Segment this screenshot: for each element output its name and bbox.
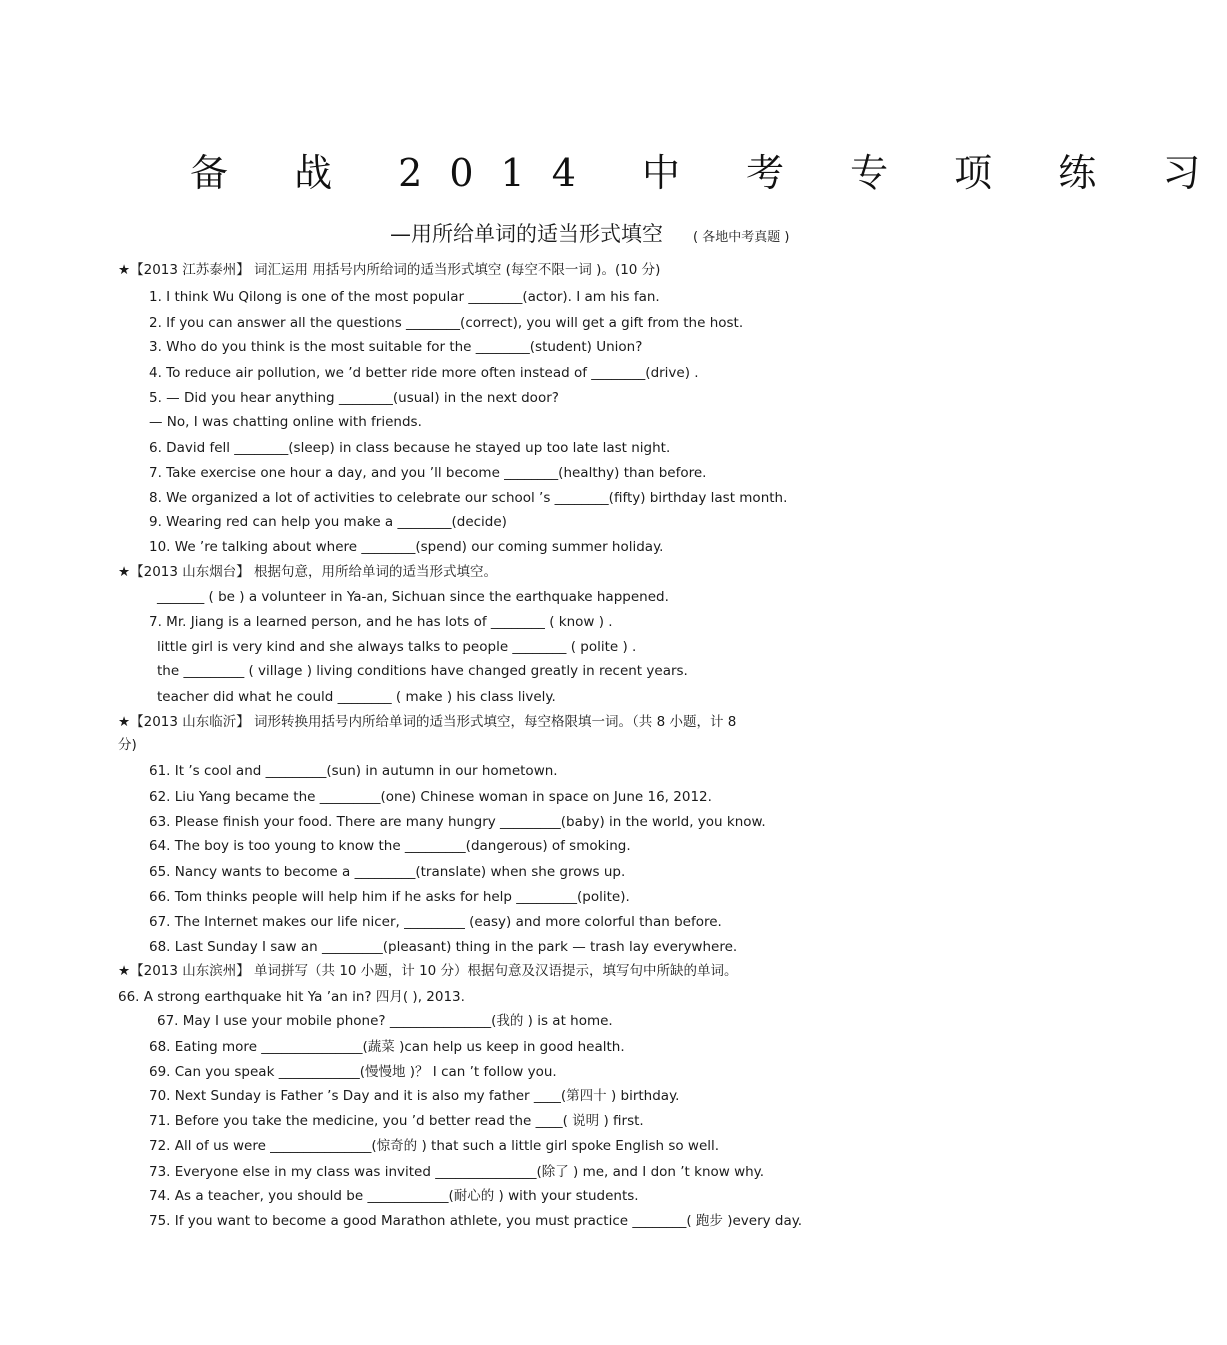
question-line: 68. Last Sunday I saw an _________(pleasant) thing in the park — trash lay everywhere.: [149, 939, 738, 955]
question-line: 67. The Internet makes our life nicer, _________ (easy) and more colorful than before.: [149, 914, 722, 930]
question-line: 69. Can you speak ____________(慢慢地 )？ I can ’t follow you.: [149, 1064, 557, 1080]
question-line: 70. Next Sunday is Father ’s Day and it is also my father ____(第四十 ) birthday.: [149, 1088, 680, 1104]
subtitle-note: ( 各地中考真题 ): [693, 230, 790, 245]
question-line: 1. I think Wu Qilong is one of the most popular ________(actor). I am his fan.: [149, 289, 660, 305]
page-subtitle: [390, 218, 789, 248]
question-line: 7. Mr. Jiang is a learned person, and he has lots of ________ ( know ) .: [149, 614, 613, 630]
question-line: — No, I was chatting online with friends.: [149, 414, 422, 430]
question-line: 73. Everyone else in my class was invited _______________(除了 ) me, and I don ’t know why.: [149, 1164, 765, 1180]
section-header: ★【2013 山东烟台】 根据句意，用所给单词的适当形式填空。: [118, 564, 498, 580]
section-header: ★【2013 山东临沂】 词形转换用括号内所给单词的适当形式填空，每空格限填一词。（共 8 小题，计 8: [118, 714, 737, 730]
question-line: 71. Before you take the medicine, you ’d better read the ____( 说明 ) first.: [149, 1113, 644, 1129]
question-line: _______ ( be ) a volunteer in Ya-an, Sichuan since the earthquake happened.: [157, 589, 669, 605]
section-header-cont: 分): [118, 737, 137, 753]
question-line: 10. We ’re talking about where ________(spend) our coming summer holiday.: [149, 539, 664, 555]
question-line: 66. A strong earthquake hit Ya ’an in? 四月( ), 2013.: [118, 989, 465, 1005]
question-line: 61. It ’s cool and _________(sun) in autumn in our hometown.: [149, 763, 558, 779]
question-line: little girl is very kind and she always talks to people ________ ( polite ) .: [157, 639, 637, 655]
question-line: the _________ ( village ) living conditions have changed greatly in recent years.: [157, 663, 688, 679]
question-line: 3. Who do you think is the most suitable for the ________(student) Union?: [149, 339, 643, 355]
question-line: 6. David fell ________(sleep) in class because he stayed up too late last night.: [149, 440, 671, 456]
question-line: 68. Eating more _______________(蔬菜 )can help us keep in good health.: [149, 1039, 625, 1055]
section-header: ★【2013 山东滨州】 单词拼写（共 10 小题，计 10 分）根据句意及汉语提示，填写句中所缺的单词。: [118, 963, 738, 979]
question-line: 7. Take exercise one hour a day, and you ’ll become ________(healthy) than before.: [149, 465, 707, 481]
question-line: 66. Tom thinks people will help him if he asks for help _________(polite).: [149, 889, 630, 905]
question-line: 62. Liu Yang became the _________(one) Chinese woman in space on June 16, 2012.: [149, 789, 712, 805]
question-line: 67. May I use your mobile phone? _______________(我的 ) is at home.: [157, 1013, 613, 1029]
section-header: ★【2013 江苏泰州】 词汇运用 用括号内所给词的适当形式填空 (每空不限一词 )。(10 分): [118, 262, 661, 278]
question-line: 5. — Did you hear anything ________(usual) in the next door?: [149, 390, 559, 406]
question-line: 2. If you can answer all the questions ________(correct), you will get a gift from the host.: [149, 315, 744, 331]
question-line: 74. As a teacher, you should be ____________(耐心的 ) with your students.: [149, 1188, 639, 1204]
question-line: 65. Nancy wants to become a _________(translate) when she grows up.: [149, 864, 626, 880]
question-line: 72. All of us were _______________(惊奇的 ) that such a little girl spoke English so well.: [149, 1138, 720, 1154]
question-line: 64. The boy is too young to know the _________(dangerous) of smoking.: [149, 838, 631, 854]
question-line: 75. If you want to become a good Marathon athlete, you must practice ________( 跑步 )every day.: [149, 1213, 803, 1229]
page-title: 备 战 2014 中 考 专 项 练 习: [190, 151, 1227, 195]
question-line: 63. Please finish your food. There are many hungry _________(baby) in the world, you know.: [149, 814, 766, 830]
subtitle-text: —用所给单词的适当形式填空: [390, 222, 663, 246]
question-line: teacher did what he could ________ ( make ) his class lively.: [157, 689, 556, 705]
question-line: 8. We organized a lot of activities to celebrate our school ’s ________(fifty) birthday last month.: [149, 490, 788, 506]
question-line: 9. Wearing red can help you make a ________(decide): [149, 514, 507, 530]
question-line: 4. To reduce air pollution, we ’d better ride more often instead of ________(drive) .: [149, 365, 699, 381]
